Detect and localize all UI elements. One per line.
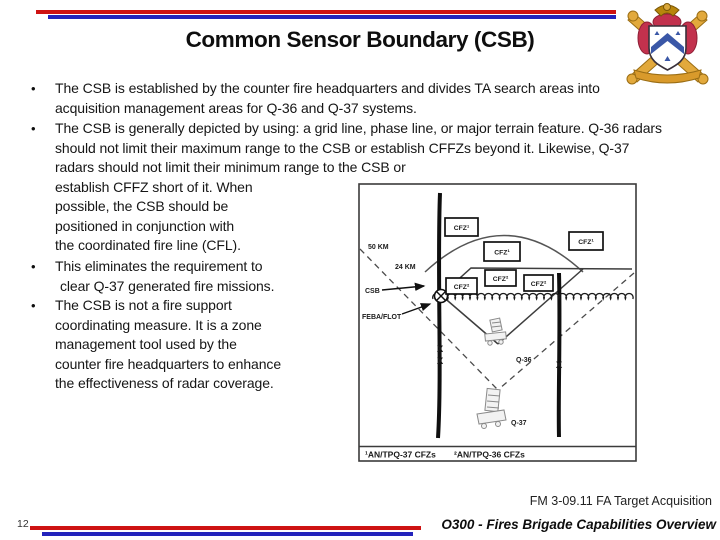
- bullet-text-line: possible, the CSB should be: [55, 198, 229, 214]
- bottom-blue-line: [42, 532, 413, 536]
- cfz2-box-label: CFZ²: [453, 284, 470, 291]
- feba-flot-label: FEBA/FLOT: [362, 314, 402, 321]
- bullet-marker: •: [31, 259, 36, 274]
- bullet-text-line: should not limit their maximum range to the CSB or establish CFFZs beyond it. Likewise, Q-37: [55, 139, 630, 156]
- x-mark: X: [436, 344, 444, 355]
- left-boundary-line: [438, 193, 440, 438]
- cfz2-box-label: CFZ²: [530, 281, 547, 288]
- page-number: 12: [17, 518, 29, 530]
- cfz1-box-label: CFZ¹: [578, 239, 594, 246]
- footer-course-title: O300 - Fires Brigade Capabilities Overview: [441, 517, 716, 532]
- bullet-text-line: the effectiveness of radar coverage.: [55, 375, 274, 391]
- range-50km-label: 50 KM: [368, 244, 389, 251]
- x-mark: X: [436, 356, 444, 367]
- x-mark: X: [555, 360, 563, 371]
- bullet-text-line: counter fire headquarters to enhance: [55, 355, 281, 372]
- bottom-red-line: [30, 526, 421, 530]
- bullet-text-line: management tool used by the: [55, 336, 237, 352]
- bullet-text-line: positioned in conjunction with: [55, 217, 235, 234]
- bullet-text-line: establish CFFZ short of it. When: [55, 178, 253, 195]
- bullet-text-line: clear Q-37 generated fire missions.: [60, 277, 275, 294]
- bullet-text-line: radars should not limit their minimum range to the CSB or: [55, 159, 406, 175]
- bullet-text-line: The CSB is generally depicted by using: a grid line, phase line, or major terrain feature. Q-36 radars: [55, 120, 662, 136]
- bullet-marker: •: [31, 298, 36, 313]
- bullet-text-line: The CSB is not a fire support: [55, 297, 232, 313]
- top-red-line: [36, 10, 616, 14]
- bullet-text-line: The CSB is established by the counter fire headquarters and divides TA search areas into: [55, 80, 600, 96]
- q36-label: Q-36: [516, 357, 532, 364]
- bullet-marker: •: [31, 81, 36, 96]
- csb-label: CSB: [365, 288, 380, 295]
- bullet-text-line: the coordinated fire line (CFL).: [55, 237, 241, 253]
- bullet-marker: •: [31, 121, 36, 136]
- slide-title: Common Sensor Boundary (CSB): [185, 27, 535, 52]
- csb-diagram: [358, 183, 637, 462]
- bullet-text-line: acquisition management areas for Q-36 and Q-37 systems.: [55, 99, 417, 116]
- range-24km-label: 24 KM: [395, 264, 416, 271]
- top-blue-line: [48, 15, 616, 19]
- cfz1-box-label: CFZ¹: [453, 225, 470, 232]
- cfz2-box-label: CFZ²: [492, 276, 509, 283]
- caption-q36-cfzs: ²AN/TPQ-36 CFZs: [454, 449, 525, 460]
- cfz1-box-label: CFZ¹: [494, 249, 510, 257]
- caption-q37-cfzs: ¹AN/TPQ-37 CFZs: [365, 449, 436, 460]
- q37-label: Q-37: [511, 420, 527, 427]
- bullet-text-line: This eliminates the requirement to: [55, 258, 263, 274]
- bullet-text-line: coordinating measure. It is a zone: [55, 316, 262, 333]
- bullet-item-1: [0, 79, 720, 118]
- footer-reference: FM 3-09.11 FA Target Acquisition: [529, 494, 712, 508]
